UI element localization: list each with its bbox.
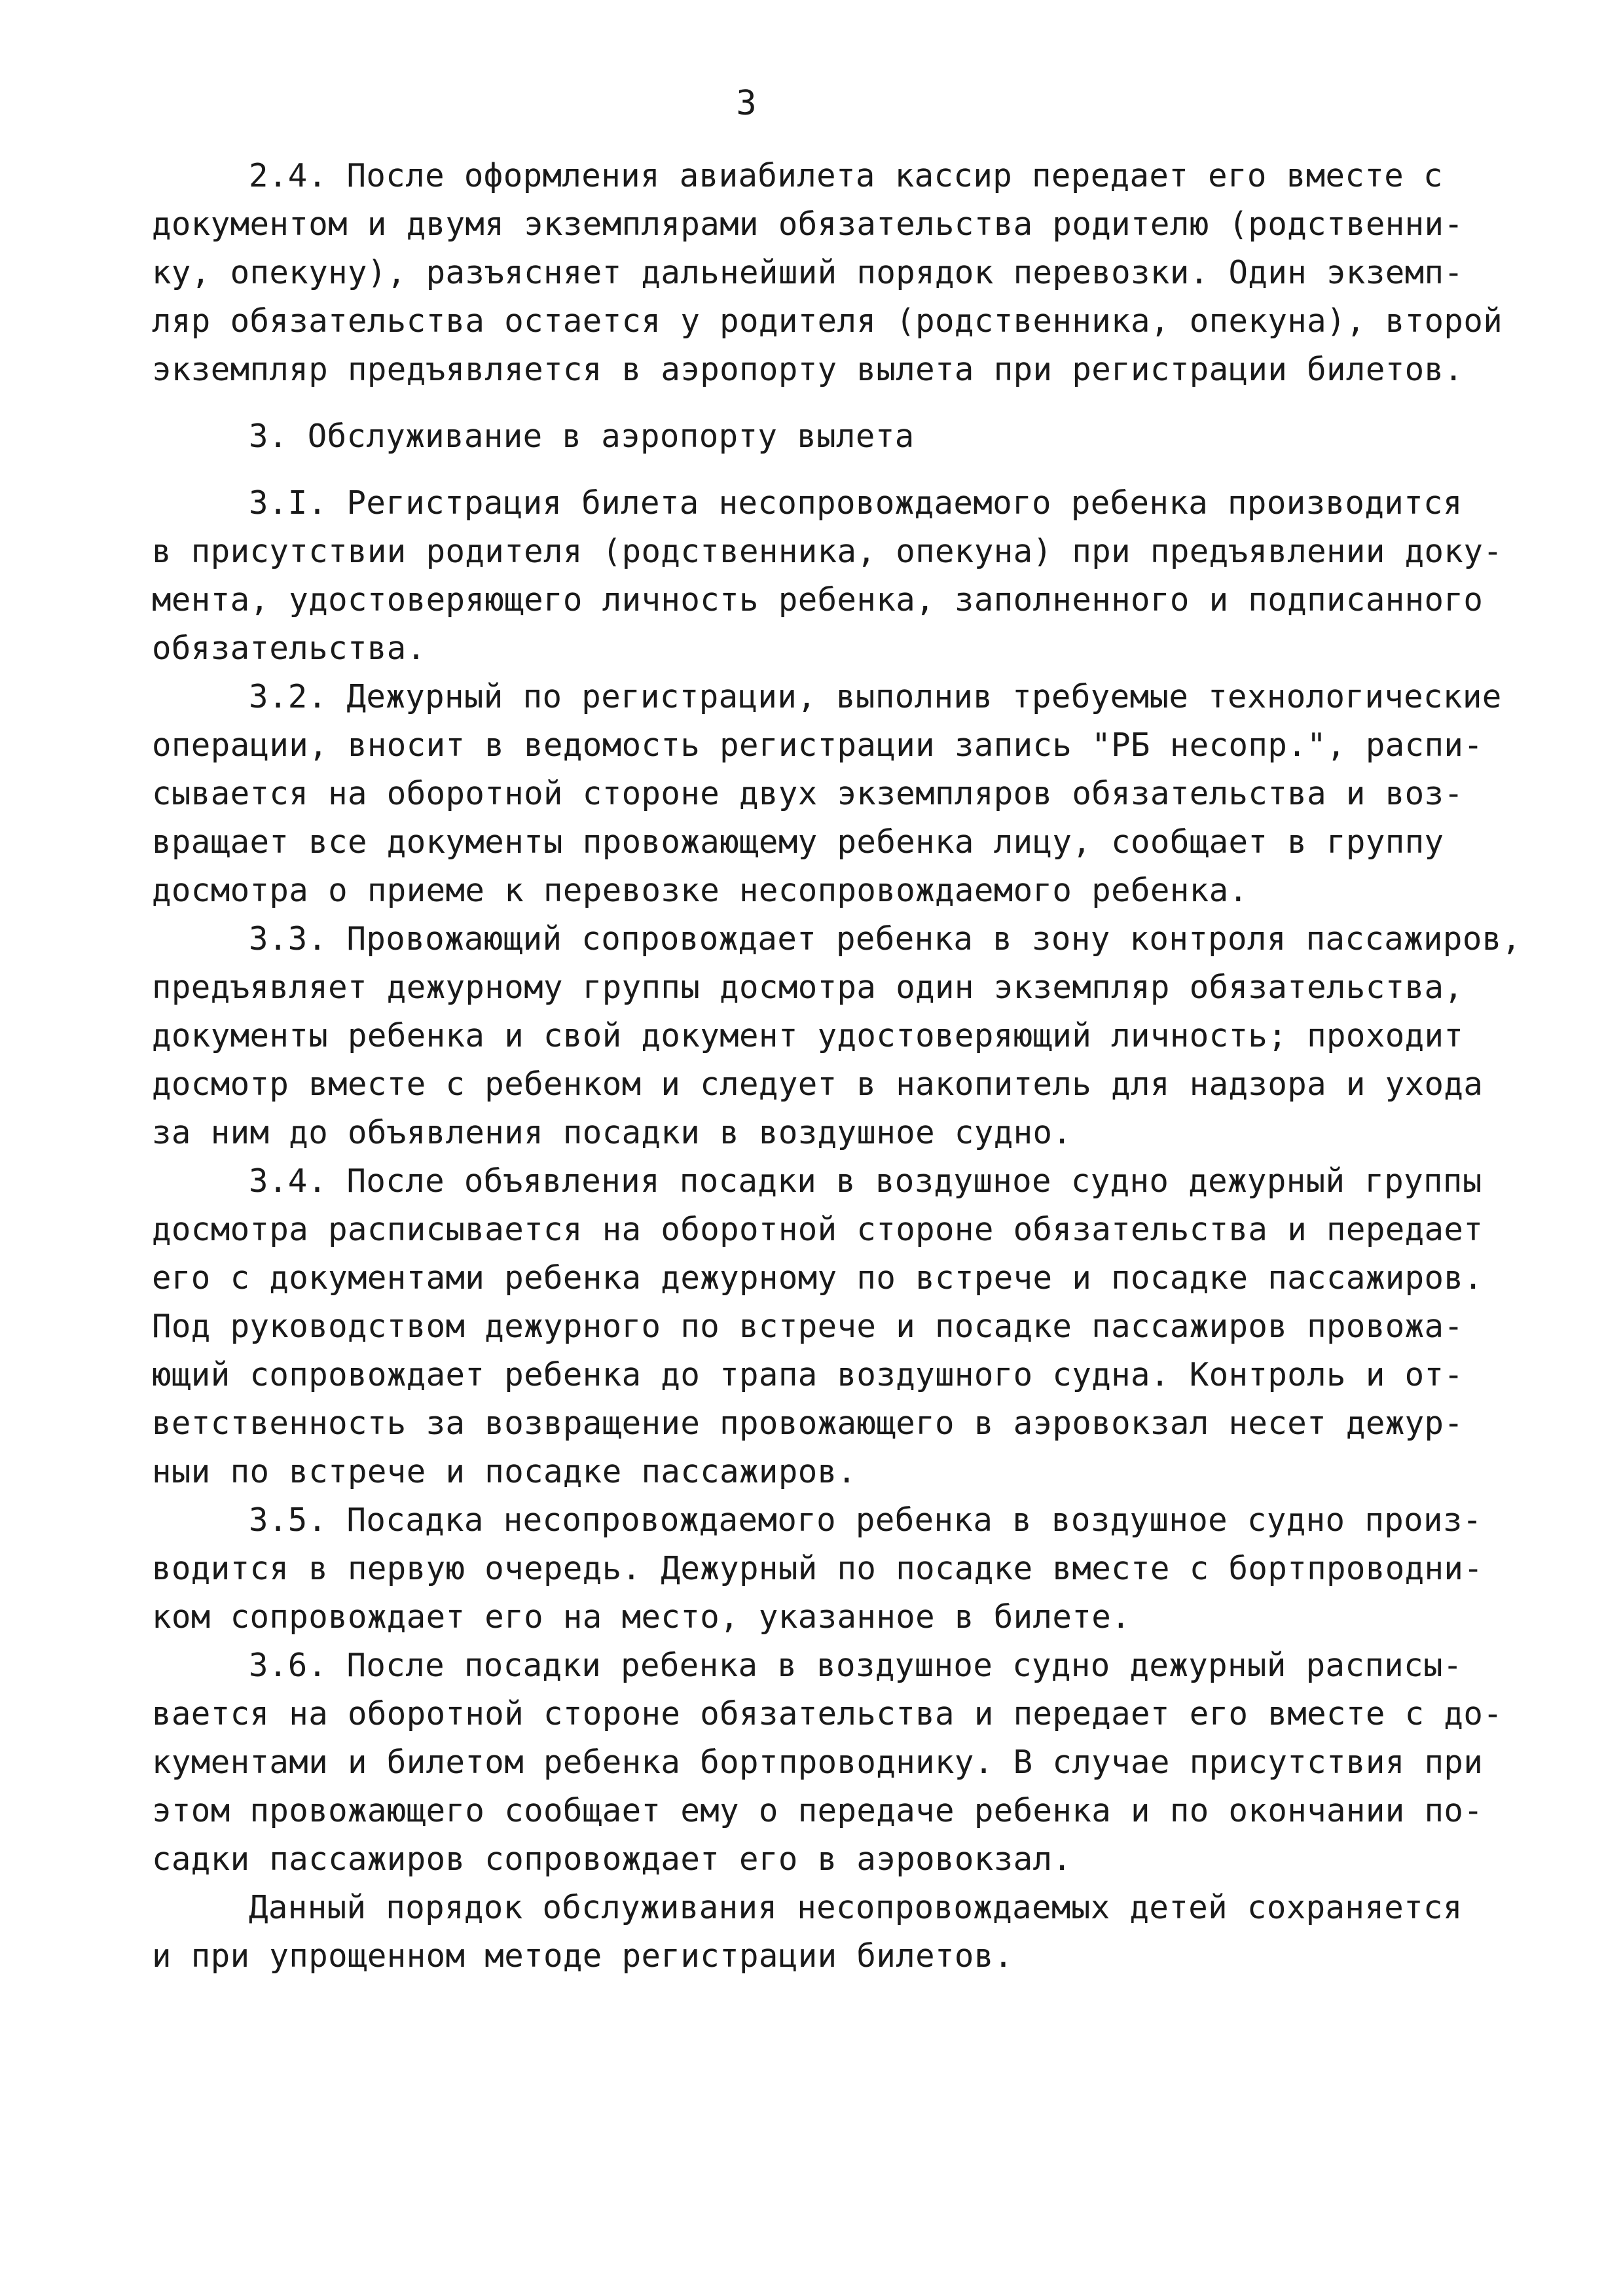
- paragraph-line: мента, удостоверяющего личность ребенка, заполненного и подписанного: [152, 581, 1484, 619]
- paragraph-line: экземпляр предъявляется в аэропорту вылета при регистрации билетов.: [152, 351, 1464, 388]
- paragraph-line: за ним до объявления посадки в воздушное судно.: [152, 1114, 1072, 1151]
- paragraph-line: документом и двумя экземплярами обязательства родителю (родственни-: [152, 206, 1464, 243]
- paragraph-line: предъявляет дежурному группы досмотра один экземпляр обязательства,: [152, 969, 1464, 1006]
- paragraph-first-line: 3.2. Дежурный по регистрации, выполнив требуемые технологические: [249, 678, 1502, 715]
- paragraph-line: ветственность за возвращение провожающего в аэровокзал несет дежур-: [152, 1405, 1464, 1442]
- paragraph-line: сывается на оборотной стороне двух экземпляров обязательства и воз-: [152, 775, 1464, 812]
- paragraph-line: водится в первую очередь. Дежурный по посадке вместе с бортпроводни-: [152, 1550, 1484, 1587]
- paragraph-line: Под руководством дежурного по встрече и посадке пассажиров провожа-: [152, 1308, 1464, 1345]
- paragraph-line: кументами и билетом ребенка бортпроводнику. В случае присутствия при: [152, 1744, 1484, 1781]
- paragraph-line: его с документами ребенка дежурному по встрече и посадке пассажиров.: [152, 1259, 1484, 1297]
- paragraph-line: вается на оборотной стороне обязательства и передает его вместе с до-: [152, 1695, 1503, 1732]
- paragraph-line: и при упрощенном методе регистрации билетов.: [152, 1937, 1013, 1975]
- paragraph-line: досмотр вместе с ребенком и следует в накопитель для надзора и ухода: [152, 1066, 1484, 1103]
- paragraph-line: ляр обязательства остается у родителя (родственника, опекуна), второй: [152, 302, 1503, 340]
- paragraph-first-line: 3.I. Регистрация билета несопровождаемого ребенка производится: [249, 484, 1463, 522]
- paragraph-line: ющий сопровождает ребенка до трапа воздушного судна. Контроль и от-: [152, 1356, 1464, 1393]
- paragraph-line: ныи по встрече и посадке пассажиров.: [152, 1453, 857, 1490]
- paragraph-line: документы ребенка и свой документ удостоверяющий личность; проходит: [152, 1017, 1464, 1054]
- paragraph-line: садки пассажиров сопровождает его в аэровокзал.: [152, 1840, 1072, 1878]
- paragraph-line: досмотра расписывается на оборотной стороне обязательства и передает: [152, 1211, 1484, 1248]
- paragraph-line: обязательства.: [152, 630, 426, 667]
- paragraph-first-line: 3.5. Посадка несопровождаемого ребенка в воздушное судно произ-: [249, 1501, 1482, 1539]
- paragraph-first-line: 3.4. После объявления посадки в воздушное судно дежурный группы: [249, 1162, 1482, 1200]
- section-heading: 3. Обслуживание в аэропорту вылета: [249, 418, 915, 455]
- paragraph-first-line: 2.4. После оформления авиабилета кассир передает его вместе с: [249, 157, 1443, 194]
- paragraph-line: ку, опекуну), разъясняет дальнейший порядок перевозки. Один экземп-: [152, 254, 1464, 291]
- document-body: [152, 152, 1546, 1981]
- paragraph-line: этом провожающего сообщает ему о передаче ребенка и по окончании по-: [152, 1792, 1484, 1829]
- paragraph-first-line: 3.3. Провожающий сопровождает ребенка в зону контроля пассажиров,: [249, 920, 1522, 958]
- paragraph-line: операции, вносит в ведомость регистрации запись "РБ несопр.", распи-: [152, 726, 1484, 764]
- paragraph-first-line: 3.6. После посадки ребенка в воздушное судно дежурный расписы-: [249, 1647, 1463, 1684]
- paragraph-line: ком сопровождает его на место, указанное в билете.: [152, 1598, 1131, 1636]
- paragraph-line: вращает все документы провожающему ребенка лицу, сообщает в группу: [152, 823, 1444, 861]
- paragraph-first-line: Данный порядок обслуживания несопровождаемых детей сохраняется: [249, 1889, 1463, 1926]
- page-number: 3: [736, 84, 757, 123]
- paragraph-line: в присутствии родителя (родственника, опекуна) при предъявлении доку-: [152, 533, 1503, 570]
- paragraph-line: досмотра о приеме к перевозке несопровождаемого ребенка.: [152, 872, 1249, 909]
